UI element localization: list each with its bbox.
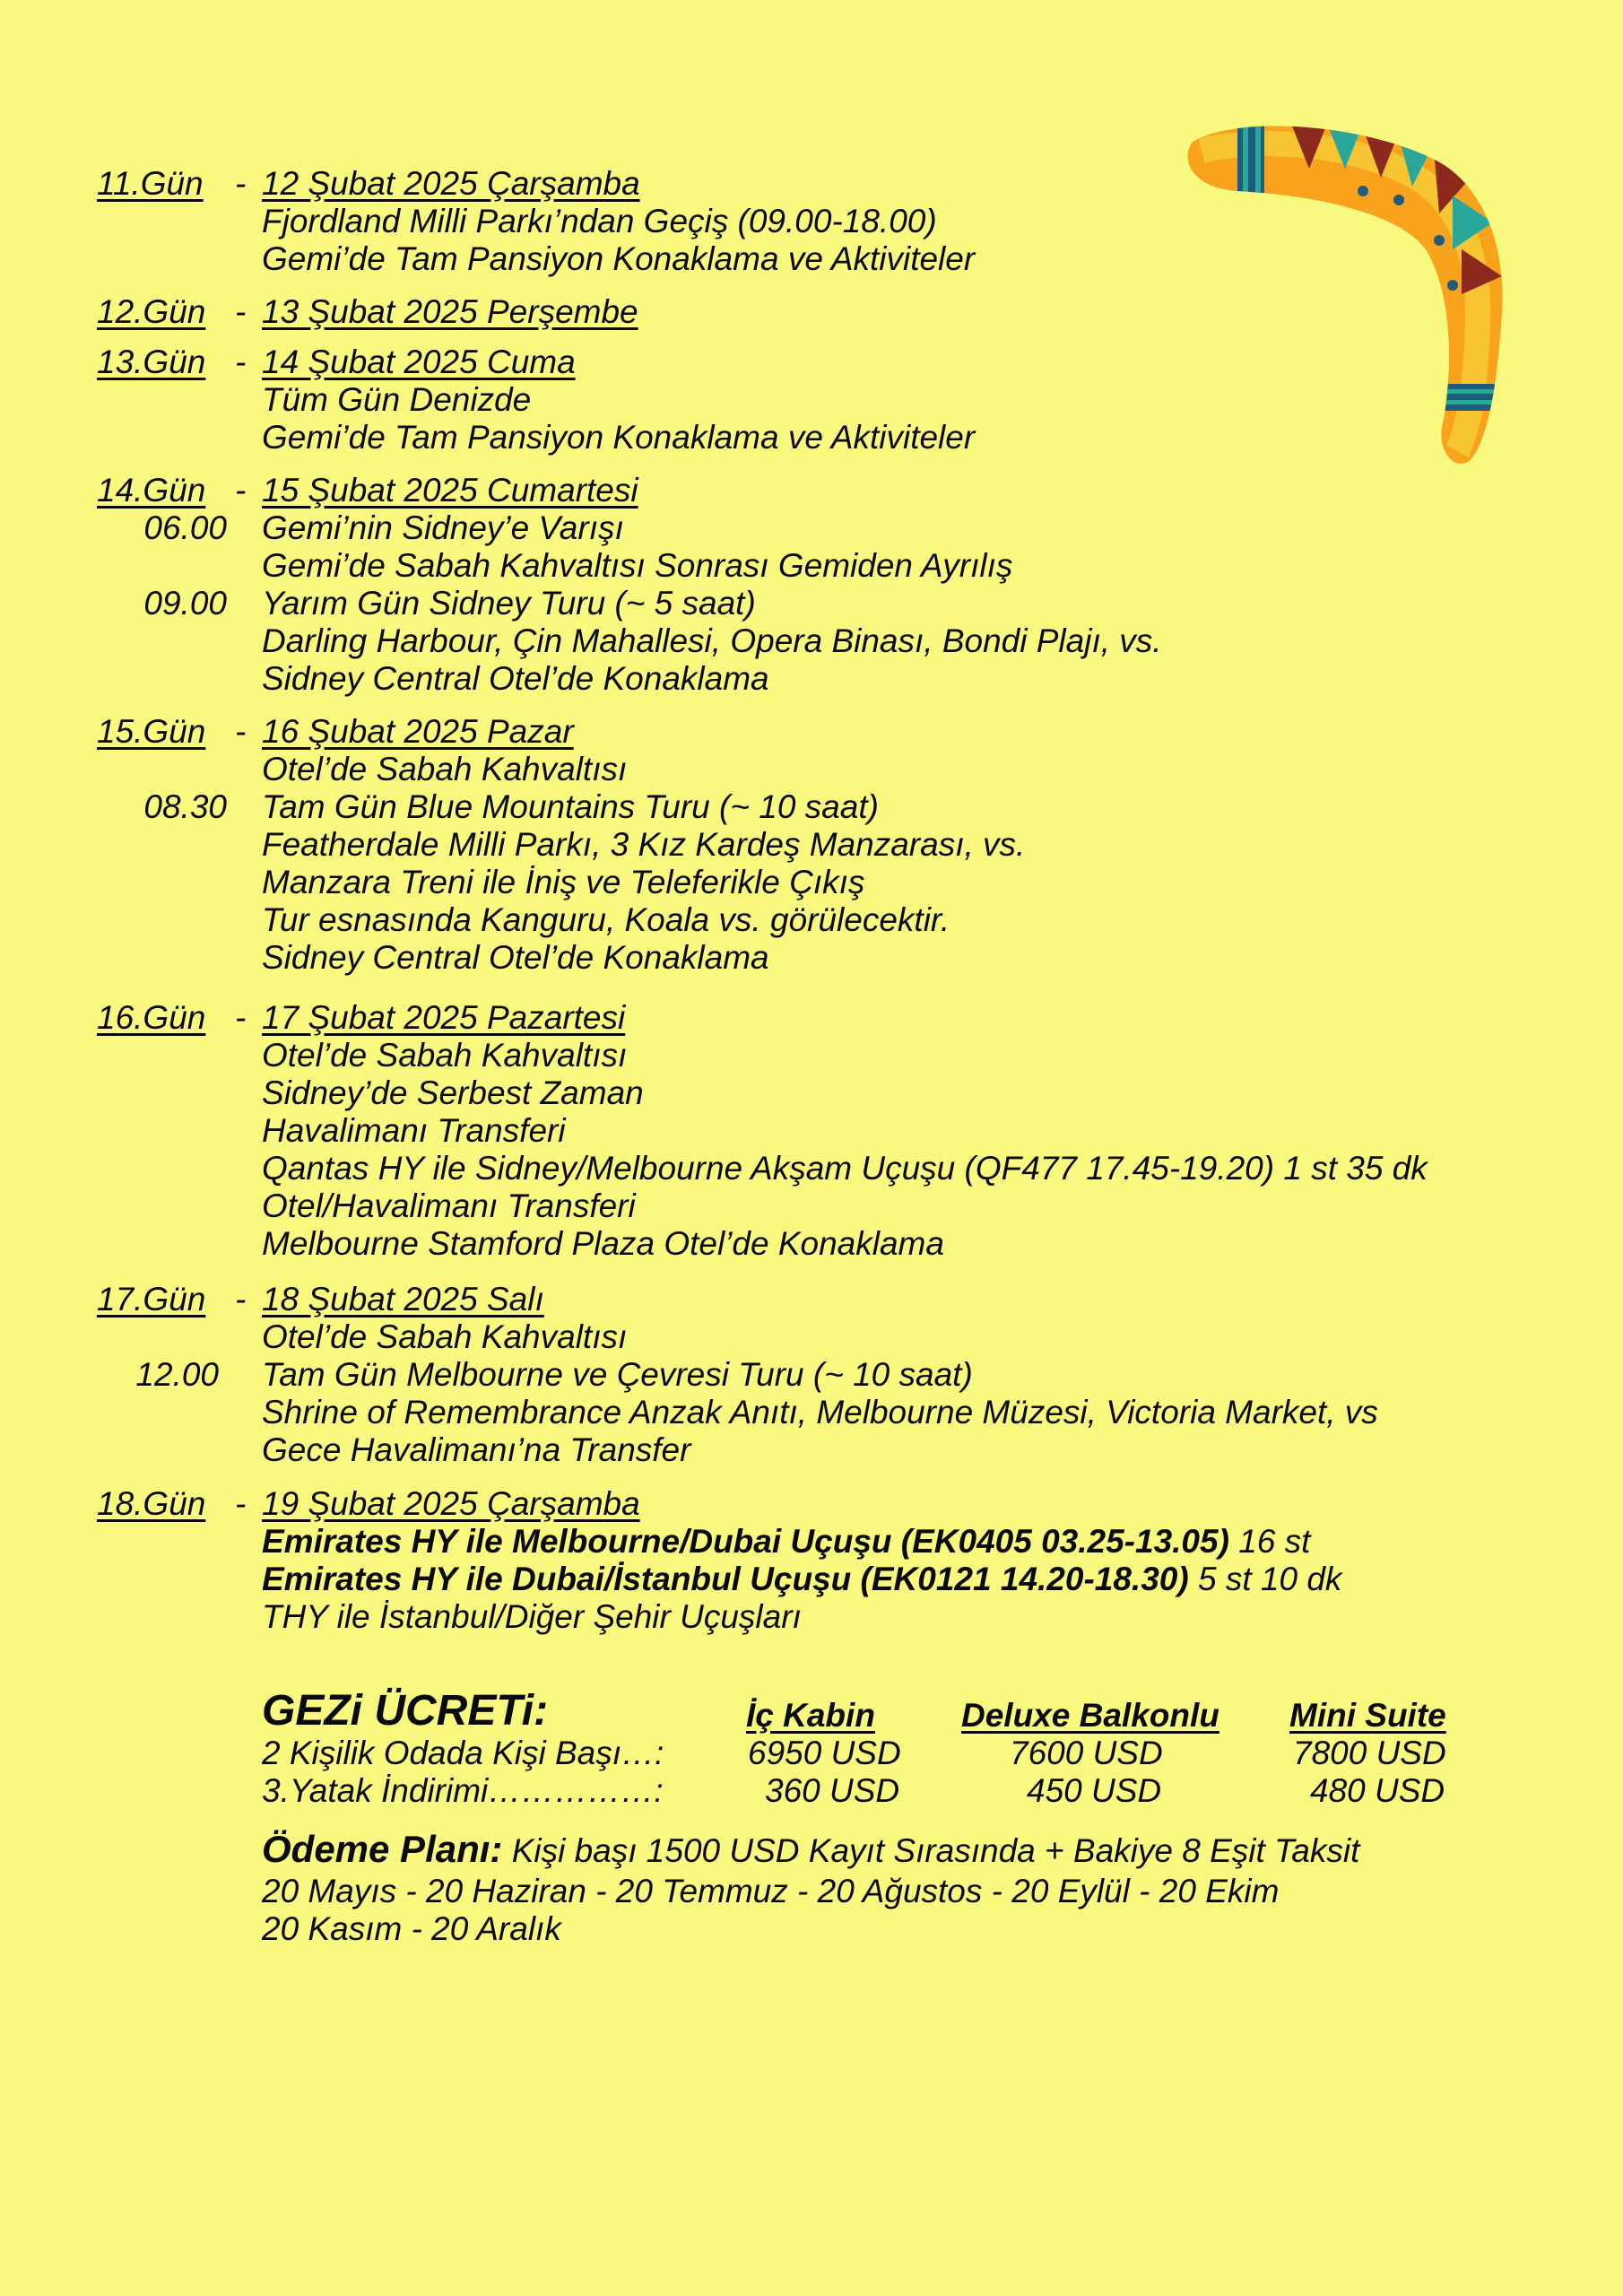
- activity-line: Tam Gün Blue Mountains Turu (~ 10 saat): [262, 788, 879, 825]
- payment-dates: 20 Mayıs - 20 Haziran - 20 Temmuz - 20 Ağustos - 20 Eylül - 20 Ekim: [262, 1873, 1280, 1909]
- pricing-title: GEZi ÜCRETi:: [262, 1687, 549, 1735]
- activity-line: THY ile İstanbul/Diğer Şehir Uçuşları: [262, 1598, 802, 1635]
- day-label: 17.Gün: [97, 1281, 206, 1318]
- activity-line: Gemi’de Sabah Kahvaltısı Sonrası Gemiden Ayrılış: [262, 547, 1013, 584]
- payment-text: Kişi başı 1500 USD Kayıt Sırasında + Bakiye 8 Eşit Taksit: [511, 1832, 1360, 1869]
- activity-line: Tüm Gün Denizde: [262, 381, 532, 418]
- dash: -: [235, 1281, 247, 1318]
- activity-line: Darling Harbour, Çin Mahallesi, Opera Binası, Bondi Plajı, vs.: [262, 622, 1162, 659]
- day-label: 13.Gün: [97, 344, 206, 380]
- column-header: İç Kabin: [746, 1697, 875, 1734]
- activity-line: Shrine of Remembrance Anzak Anıtı, Melbourne Müzesi, Victoria Market, vs: [262, 1394, 1378, 1431]
- activity-line: Tam Gün Melbourne ve Çevresi Turu (~ 10 saat): [262, 1356, 973, 1393]
- activity-line: Fjordland Milli Parkı’ndan Geçiş (09.00-18.00): [262, 203, 937, 239]
- boomerang-icon: [1184, 115, 1506, 474]
- activity-time: 12.00: [135, 1356, 219, 1393]
- activity-line: Otel’de Sabah Kahvaltısı: [262, 751, 628, 787]
- day-date: 15 Şubat 2025 Cumartesi: [262, 472, 638, 509]
- flight-text: Emirates HY ile Dubai/İstanbul Uçuşu (EK0121 14.20-18.30): [262, 1561, 1189, 1597]
- flight-duration: 16 st: [1228, 1523, 1311, 1560]
- column-header: Deluxe Balkonlu: [961, 1697, 1219, 1734]
- flight-text: Emirates HY ile Melbourne/Dubai Uçuşu (EK0405 03.25-13.05): [262, 1523, 1229, 1560]
- day-date: 18 Şubat 2025 Salı: [262, 1281, 544, 1318]
- price-value: 360 USD: [765, 1772, 900, 1809]
- day-date: 13 Şubat 2025 Perşembe: [262, 293, 638, 330]
- payment-title: Ödeme Planı:: [262, 1828, 503, 1870]
- price-value: 7800 USD: [1293, 1735, 1446, 1771]
- activity-line: Manzara Treni ile İniş ve Teleferikle Çıkış: [262, 864, 865, 900]
- price-value: 450 USD: [1027, 1772, 1162, 1809]
- day-label: 15.Gün: [97, 713, 206, 750]
- day-label: 11.Gün: [97, 165, 204, 202]
- dash: -: [235, 293, 247, 330]
- activity-line: Melbourne Stamford Plaza Otel’de Konaklama: [262, 1225, 944, 1262]
- activity-line: Qantas HY ile Sidney/Melbourne Akşam Uçuşu (QF477 17.45-19.20) 1 st 35 dk: [262, 1150, 1428, 1187]
- activity-line: Havalimanı Transferi: [262, 1112, 566, 1149]
- activity-line: Otel/Havalimanı Transferi: [262, 1187, 636, 1224]
- price-row-label: 2 Kişilik Odada Kişi Başı…:: [262, 1735, 664, 1771]
- dash: -: [235, 344, 247, 380]
- activity-time: 09.00: [143, 585, 227, 622]
- price-value: 480 USD: [1310, 1772, 1445, 1809]
- payment-line: [262, 1830, 1359, 1870]
- price-value: 6950 USD: [748, 1735, 901, 1771]
- activity-line: Otel’de Sabah Kahvaltısı: [262, 1037, 628, 1074]
- activity-line: Sidney Central Otel’de Konaklama: [262, 660, 769, 697]
- price-value: 7600 USD: [1010, 1735, 1163, 1771]
- payment-dates: 20 Kasım - 20 Aralık: [262, 1910, 561, 1947]
- dash: -: [235, 472, 247, 509]
- activity-line: Gemi’nin Sidney’e Varışı: [262, 509, 624, 546]
- flight-line: [262, 1560, 1341, 1598]
- activity-line: Sidney Central Otel’de Konaklama: [262, 939, 769, 976]
- activity-time: 08.30: [143, 788, 227, 825]
- price-row-label: 3.Yatak İndirimi……………:: [262, 1772, 664, 1809]
- day-label: 18.Gün: [97, 1485, 206, 1522]
- day-date: 19 Şubat 2025 Çarşamba: [262, 1485, 640, 1522]
- activity-line: Gemi’de Tam Pansiyon Konaklama ve Aktiviteler: [262, 240, 976, 277]
- day-date: 12 Şubat 2025 Çarşamba: [262, 165, 640, 202]
- day-date: 17 Şubat 2025 Pazartesi: [262, 999, 626, 1036]
- activity-line: Gece Havalimanı’na Transfer: [262, 1431, 691, 1468]
- flight-duration: 5 st 10 dk: [1188, 1561, 1342, 1597]
- day-date: 16 Şubat 2025 Pazar: [262, 713, 574, 750]
- activity-line: Featherdale Milli Parkı, 3 Kız Kardeş Manzarası, vs.: [262, 826, 1026, 863]
- day-date: 14 Şubat 2025 Cuma: [262, 344, 576, 380]
- dash: -: [235, 713, 247, 750]
- activity-line: Otel’de Sabah Kahvaltısı: [262, 1318, 628, 1355]
- activity-time: 06.00: [143, 509, 227, 546]
- day-label: 16.Gün: [97, 999, 206, 1036]
- activity-line: Sidney’de Serbest Zaman: [262, 1074, 644, 1111]
- dash: -: [235, 1485, 247, 1522]
- flight-line: [262, 1522, 1310, 1561]
- day-label: 12.Gün: [97, 293, 206, 330]
- column-header: Mini Suite: [1289, 1697, 1446, 1734]
- activity-line: Tur esnasında Kanguru, Koala vs. görülecektir.: [262, 901, 950, 938]
- activity-line: Yarım Gün Sidney Turu (~ 5 saat): [262, 585, 756, 622]
- dash: -: [235, 165, 247, 202]
- activity-line: Gemi’de Tam Pansiyon Konaklama ve Aktiviteler: [262, 419, 976, 456]
- day-label: 14.Gün: [97, 472, 206, 509]
- dash: -: [235, 999, 247, 1036]
